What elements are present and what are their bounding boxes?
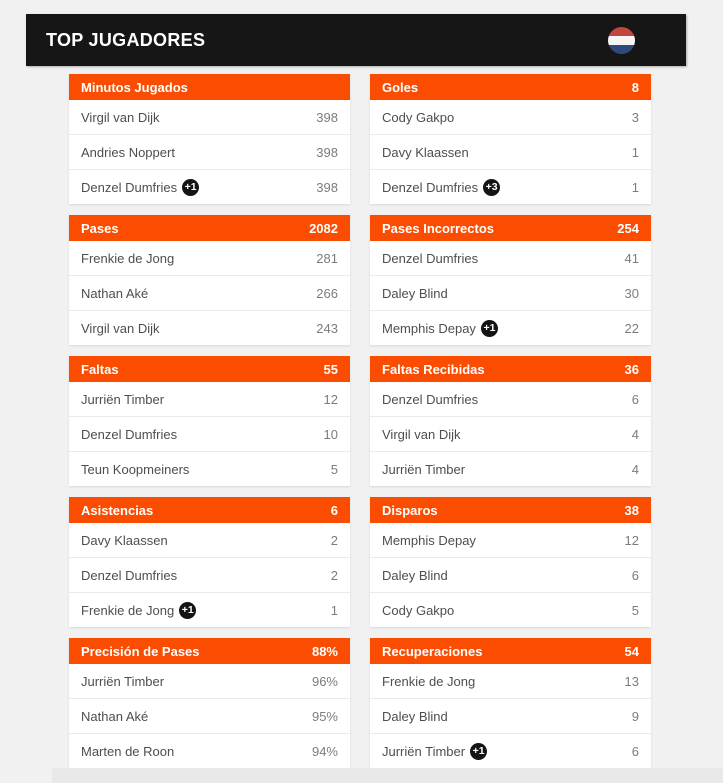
stat-total: 254 <box>617 220 639 236</box>
player-row[interactable] <box>69 416 350 451</box>
stat-card-header[interactable] <box>69 74 350 100</box>
stat-title: Asistencias <box>81 502 154 518</box>
player-stat-value: 1 <box>330 602 338 618</box>
player-stat-value: 398 <box>316 144 338 160</box>
stat-total: 54 <box>624 643 639 659</box>
stat-card-header[interactable] <box>69 215 350 241</box>
player-row[interactable] <box>69 698 350 733</box>
player-stat-value: 12 <box>323 391 338 407</box>
player-row[interactable] <box>69 523 350 557</box>
player-row[interactable] <box>69 310 350 345</box>
player-row[interactable] <box>370 664 651 698</box>
player-row[interactable] <box>370 733 651 768</box>
more-players-badge[interactable]: +1 <box>481 320 498 337</box>
stat-total: 36 <box>624 361 639 377</box>
stat-card-header[interactable] <box>69 497 350 523</box>
player-row[interactable] <box>69 664 350 698</box>
stat-title: Disparos <box>382 502 438 518</box>
stat-total: 6 <box>330 502 338 518</box>
stat-card-header[interactable] <box>370 638 651 664</box>
player-row[interactable] <box>370 169 651 204</box>
player-stat-value: 6 <box>631 567 639 583</box>
stat-title: Goles <box>382 79 419 95</box>
player-name: Davy Klaassen <box>81 532 168 548</box>
player-row[interactable] <box>370 310 651 345</box>
player-name: Daley Blind <box>382 708 448 724</box>
player-stat-value: 2 <box>330 567 338 583</box>
stat-total: 2082 <box>309 220 338 236</box>
stat-card-pases <box>69 215 350 345</box>
player-stat-value: 5 <box>631 602 639 618</box>
player-name: Jurriën Timber <box>382 461 466 477</box>
player-row[interactable] <box>69 275 350 310</box>
player-name: Memphis Depay <box>382 532 476 548</box>
player-row[interactable] <box>370 557 651 592</box>
player-row[interactable] <box>370 451 651 486</box>
stat-card-header[interactable] <box>69 638 350 664</box>
player-row[interactable] <box>69 382 350 416</box>
player-stat-value: 398 <box>316 179 338 195</box>
player-stat-value: 5 <box>330 461 338 477</box>
stat-card-asistencias <box>69 497 350 627</box>
stat-card-faltas-recibidas <box>370 356 651 486</box>
stat-card-goles <box>370 74 651 204</box>
stat-total: 55 <box>323 361 338 377</box>
player-name: Denzel Dumfries <box>382 391 479 407</box>
player-stat-value: 266 <box>316 285 338 301</box>
player-name: Nathan Aké <box>81 708 149 724</box>
player-name: Teun Koopmeiners <box>81 461 190 477</box>
stat-total: 8 <box>631 79 639 95</box>
player-name: Jurriën Timber <box>382 743 466 759</box>
player-row[interactable] <box>370 416 651 451</box>
player-stat-value: 10 <box>323 426 338 442</box>
player-name: Denzel Dumfries <box>81 426 178 442</box>
player-row[interactable] <box>69 134 350 169</box>
stat-title: Faltas <box>81 361 119 377</box>
stat-title: Pases <box>81 220 119 236</box>
player-row[interactable] <box>69 241 350 275</box>
player-stat-value: 6 <box>631 391 639 407</box>
stat-card-precision-de-pases <box>69 638 350 768</box>
player-row[interactable] <box>370 241 651 275</box>
player-row[interactable] <box>370 100 651 134</box>
player-name: Frenkie de Jong <box>81 602 175 618</box>
page-title: TOP JUGADORES <box>46 29 206 50</box>
player-stat-value: 41 <box>624 250 639 266</box>
stat-card-header[interactable] <box>370 497 651 523</box>
player-name: Daley Blind <box>382 285 448 301</box>
stat-card-minutos-jugados <box>69 74 350 204</box>
more-players-badge[interactable]: +3 <box>483 179 500 196</box>
stat-card-header[interactable] <box>69 356 350 382</box>
player-stat-value: 13 <box>624 673 639 689</box>
player-name: Andries Noppert <box>81 144 175 160</box>
player-stat-value: 6 <box>631 743 639 759</box>
player-name: Marten de Roon <box>81 743 175 759</box>
player-name: Memphis Depay <box>382 320 476 336</box>
widget-header-bar <box>26 14 686 66</box>
player-name: Virgil van Dijk <box>382 426 461 442</box>
player-row[interactable] <box>370 523 651 557</box>
player-stat-value: 30 <box>624 285 639 301</box>
player-stat-value: 281 <box>316 250 338 266</box>
player-row[interactable] <box>69 100 350 134</box>
player-row[interactable] <box>370 275 651 310</box>
netherlands-flag-icon <box>608 27 635 54</box>
stat-card-header[interactable] <box>370 356 651 382</box>
player-name: Virgil van Dijk <box>81 320 160 336</box>
stat-title: Precisión de Pases <box>81 643 200 659</box>
player-name: Jurriën Timber <box>81 391 165 407</box>
player-name: Denzel Dumfries <box>81 179 178 195</box>
more-players-badge[interactable]: +1 <box>179 602 196 619</box>
player-name: Nathan Aké <box>81 285 149 301</box>
player-row[interactable] <box>69 169 350 204</box>
player-row[interactable] <box>69 592 350 627</box>
stats-grid <box>69 74 651 768</box>
player-name: Cody Gakpo <box>382 109 455 125</box>
player-stat-value: 94% <box>311 743 338 759</box>
player-stat-value: 4 <box>631 461 639 477</box>
player-stat-value: 1 <box>631 144 639 160</box>
player-stat-value: 96% <box>311 673 338 689</box>
player-name: Denzel Dumfries <box>382 250 479 266</box>
player-name: Virgil van Dijk <box>81 109 160 125</box>
more-players-badge[interactable]: +1 <box>470 743 487 760</box>
player-stat-value: 3 <box>631 109 639 125</box>
player-name: Denzel Dumfries <box>382 179 479 195</box>
stat-card-pases-incorrectos <box>370 215 651 345</box>
player-name: Frenkie de Jong <box>81 250 175 266</box>
stat-total: 88% <box>311 643 338 659</box>
player-stat-value: 22 <box>624 320 639 336</box>
player-row[interactable] <box>370 134 651 169</box>
player-row[interactable] <box>69 557 350 592</box>
player-name: Jurriën Timber <box>81 673 165 689</box>
player-stat-value: 398 <box>316 109 338 125</box>
stat-card-disparos <box>370 497 651 627</box>
player-row[interactable] <box>370 698 651 733</box>
player-row[interactable] <box>69 733 350 768</box>
player-row[interactable] <box>69 451 350 486</box>
player-row[interactable] <box>370 592 651 627</box>
stat-card-recuperaciones <box>370 638 651 768</box>
player-name: Daley Blind <box>382 567 448 583</box>
stat-card-header[interactable] <box>370 215 651 241</box>
widget-footer-strip <box>52 768 723 783</box>
player-stat-value: 95% <box>311 708 338 724</box>
stat-title: Recuperaciones <box>382 643 483 659</box>
flag-stripe-red <box>608 27 635 36</box>
player-stat-value: 12 <box>624 532 639 548</box>
player-stat-value: 9 <box>631 708 639 724</box>
player-name: Denzel Dumfries <box>81 567 178 583</box>
player-stat-value: 243 <box>316 320 338 336</box>
player-stat-value: 2 <box>330 532 338 548</box>
stat-title: Minutos Jugados <box>81 79 188 95</box>
player-stat-value: 4 <box>631 426 639 442</box>
player-name: Frenkie de Jong <box>382 673 476 689</box>
player-row[interactable] <box>370 382 651 416</box>
player-stat-value: 1 <box>631 179 639 195</box>
player-name: Cody Gakpo <box>382 602 455 618</box>
more-players-badge[interactable]: +1 <box>182 179 199 196</box>
stat-card-faltas <box>69 356 350 486</box>
stat-total: 38 <box>624 502 639 518</box>
stat-card-header[interactable] <box>370 74 651 100</box>
flag-stripe-white <box>608 36 635 45</box>
stat-title: Pases Incorrectos <box>382 220 495 236</box>
player-name: Davy Klaassen <box>382 144 469 160</box>
flag-stripe-blue <box>608 45 635 54</box>
stat-title: Faltas Recibidas <box>382 361 485 377</box>
